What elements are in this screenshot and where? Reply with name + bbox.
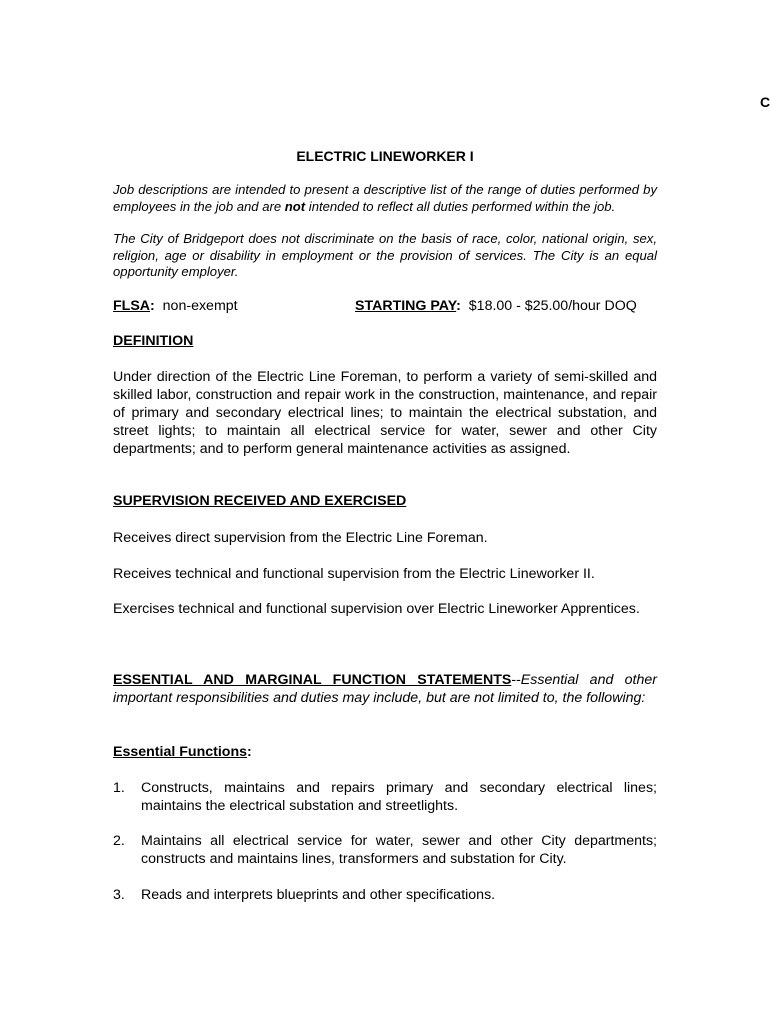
corner-mark: C — [760, 94, 770, 110]
flsa-field — [113, 298, 238, 314]
list-item-text: Maintains all electrical service for water, sewer and other City departments; constructs and maintains lines, transformers and substation for City. — [141, 833, 657, 867]
intro-paragraph-nondiscrimination: The City of Bridgeport does not discriminate on the basis of race, color, national origin, sex, religion, age or disability in employment or the provision of services. The City is an equal opportunity employer. — [113, 231, 657, 279]
essential-marginal-heading: ESSENTIAL AND MARGINAL FUNCTION STATEMENTS — [113, 672, 512, 688]
list-item-text: Reads and interprets blueprints and other specifications. — [141, 887, 496, 903]
flsa-label: FLSA — [113, 298, 151, 314]
intro-text-part: intended to reflect all duties performed within the job. — [305, 198, 616, 214]
starting-pay-value: $18.00 - $25.00/hour DOQ — [468, 298, 637, 314]
supervision-exercised-text: Exercises technical and functional supervision over Electric Lineworker Apprentices. — [113, 601, 640, 617]
list-item-number: 2. — [113, 833, 125, 849]
supervision-heading: SUPERVISION RECEIVED AND EXERCISED — [113, 493, 407, 509]
supervision-received-text: Receives direct supervision from the Electric Line Foreman. — [113, 530, 488, 546]
starting-pay-colon: : — [456, 298, 461, 314]
list-item-text: Constructs, maintains and repairs primary and secondary electrical lines; maintains the electrical substation and streetlights. — [141, 780, 657, 814]
definition-text: Under direction of the Electric Line Foreman, to perform a variety of semi-skilled and skilled labor, construction and repair work in the construction, maintenance, and repair of primary and secondary electrical lines; to maintain the electrical substation, and street lights; to maintain all electrical service for water, sewer and other City departments; and to perform general maintenance activities as assigned. — [113, 369, 657, 457]
list-item-number: 3. — [113, 887, 125, 903]
list-item — [113, 832, 657, 868]
definition-heading: DEFINITION — [113, 333, 194, 349]
supervision-technical-text: Receives technical and functional supervision from the Electric Lineworker II. — [113, 566, 595, 582]
flsa-colon: : — [150, 298, 155, 314]
essential-functions-colon: : — [247, 744, 252, 760]
essential-marginal-paragraph — [113, 671, 657, 707]
essential-functions-heading-row — [113, 743, 657, 761]
intro-not-emphasis: not — [284, 198, 306, 214]
document-title: ELECTRIC LINEWORKER I — [296, 148, 474, 164]
essential-marginal-intro: Essential and other important responsibilities and duties may include, but are not limited to, the following: — [113, 672, 657, 706]
list-item — [113, 886, 657, 904]
list-item — [113, 779, 657, 815]
heading-dashes: -- — [511, 672, 521, 688]
essential-functions-heading: Essential Functions — [113, 744, 248, 760]
intro-paragraph-disclaimer — [113, 182, 657, 215]
intro-text-part: Job descriptions are intended to present a descriptive list of the range of duties performed by employees in the job and are — [113, 182, 657, 214]
flsa-value: non-exempt — [162, 298, 238, 314]
starting-pay-field — [355, 298, 637, 314]
list-item-number: 1. — [113, 780, 125, 796]
starting-pay-label: STARTING PAY — [355, 298, 457, 314]
